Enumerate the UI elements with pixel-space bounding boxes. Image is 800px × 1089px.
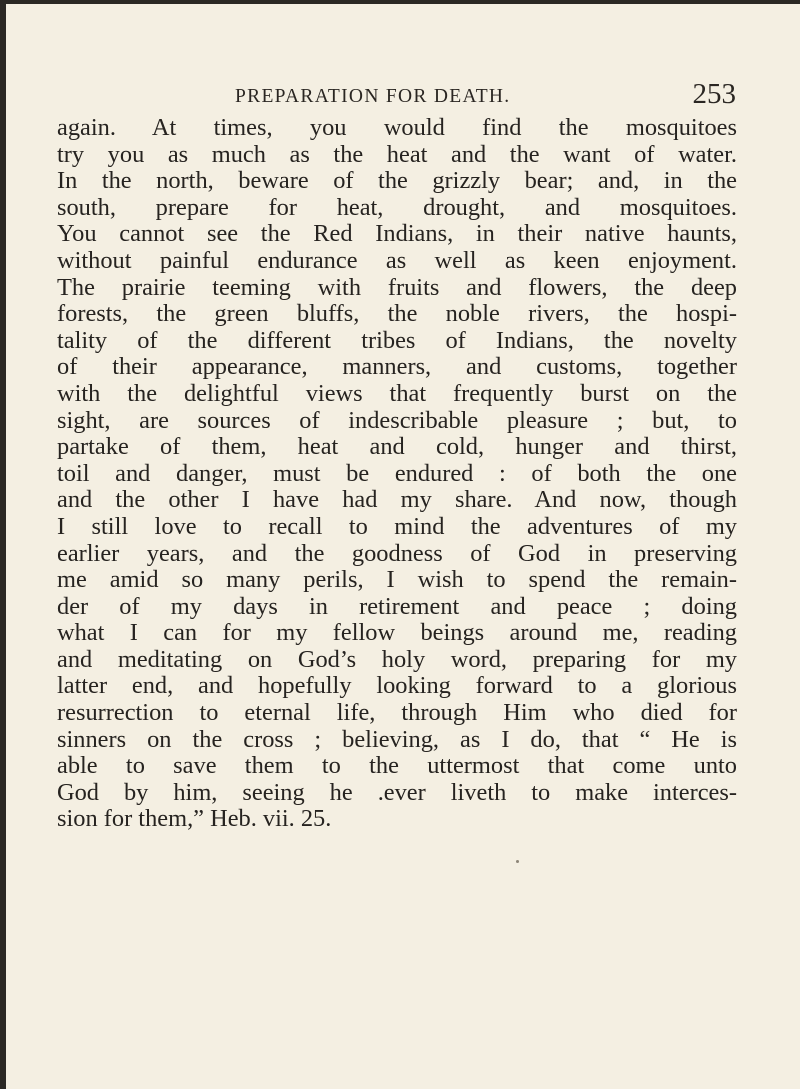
running-head (55, 70, 745, 110)
text-line: south, prepare for heat, drought, and mosquitoes. (57, 193, 737, 221)
text-line: The prairie teeming with fruits and flowers, the deep (57, 273, 737, 301)
text-line: sinners on the cross ; believing, as I do, that “ He is (57, 725, 737, 753)
text-line: and the other I have had my share. And now, though (57, 486, 737, 514)
body-paragraph (57, 115, 737, 833)
text-line: der of my days in retirement and peace ; doing (57, 592, 737, 620)
text-line: toil and danger, must be endured : of both the one (57, 459, 737, 487)
page-left-edge (0, 0, 6, 1089)
text-line: latter end, and hopefully looking forward to a glorious (57, 672, 737, 700)
text-line: sight, are sources of indescribable pleasure ; but, to (57, 406, 737, 434)
text-line: In the north, beware of the grizzly bear; and, in the (57, 167, 737, 195)
text-line: You cannot see the Red Indians, in their native haunts, (57, 220, 737, 248)
running-title: PREPARATION FOR DEATH. (235, 86, 511, 107)
page-top-edge (0, 0, 800, 4)
text-line: tality of the different tribes of Indians, the novelty (57, 326, 737, 354)
paper-speck (516, 860, 519, 863)
text-line: again. At times, you would find the mosquitoes (57, 114, 737, 141)
page-number: 253 (692, 78, 736, 110)
text-line: of their appearance, manners, and customs, together (57, 353, 737, 381)
text-line: me amid so many perils, I wish to spend the remain- (57, 566, 737, 594)
text-line: resurrection to eternal life, through Him who died for (57, 699, 737, 727)
text-line: able to save them to the uttermost that come unto (57, 752, 737, 780)
text-line: God by him, seeing he .ever liveth to make interces- (57, 778, 737, 806)
text-line: forests, the green bluffs, the noble rivers, the hospi- (57, 300, 737, 328)
text-line: what I can for my fellow beings around me, reading (57, 619, 737, 647)
text-line: without painful endurance as well as keen enjoyment. (57, 246, 737, 274)
text-line-last: sion for them,” Heb. vii. 25. (57, 805, 332, 833)
text-line: try you as much as the heat and the want of water. (57, 140, 737, 168)
text-line: partake of them, heat and cold, hunger and thirst, (57, 433, 737, 461)
text-line: I still love to recall to mind the adventures of my (57, 512, 737, 540)
text-line: with the delightful views that frequently burst on the (57, 379, 737, 407)
text-line: earlier years, and the goodness of God in preserving (57, 539, 737, 567)
text-line: and meditating on God’s holy word, preparing for my (57, 645, 737, 673)
